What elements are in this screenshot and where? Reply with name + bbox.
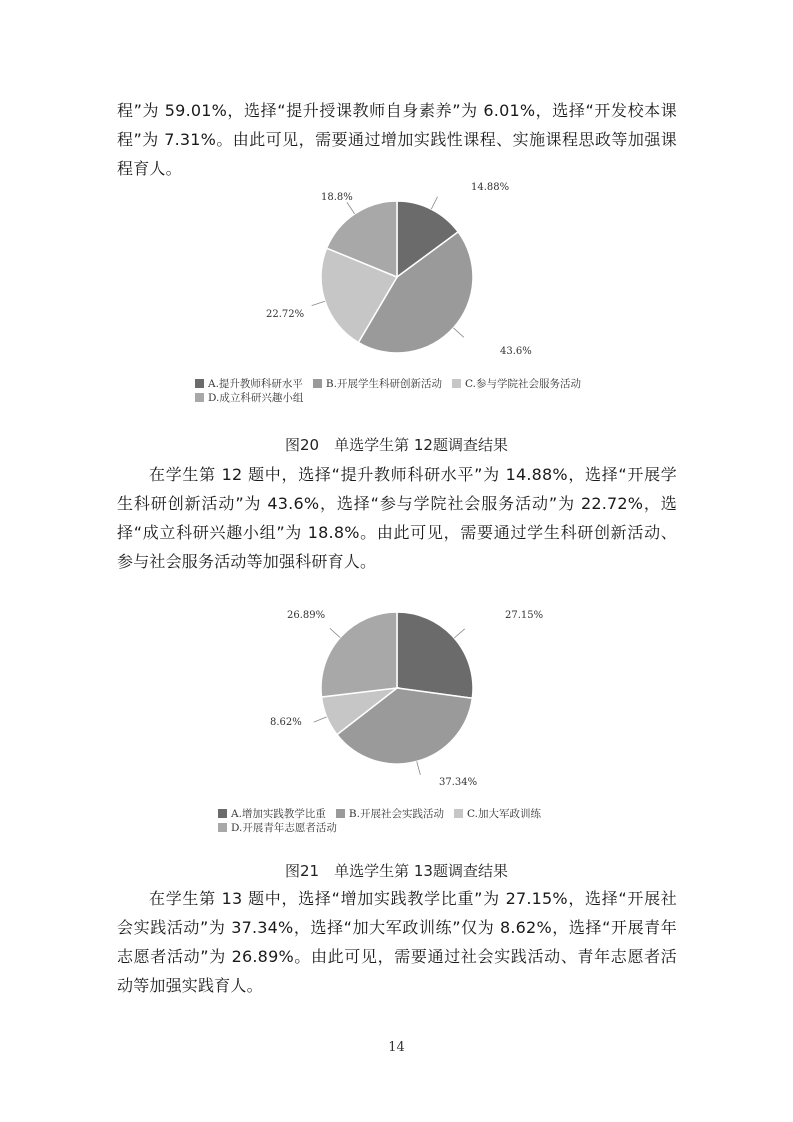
leader-line-a <box>431 197 437 209</box>
data-label-c: 8.62% <box>270 717 302 728</box>
data-label-c: 22.72% <box>266 309 305 320</box>
legend-item-c <box>454 806 541 821</box>
legend-swatch-d <box>218 823 227 832</box>
legend-label-c: C.加大军政训练 <box>466 807 541 820</box>
data-label-d: 26.89% <box>287 610 326 621</box>
legend-swatch-a <box>218 809 227 818</box>
legend-label-a: A.提升教师科研水平 <box>208 377 303 390</box>
data-label-b: 43.6% <box>500 346 532 357</box>
pie-chart-12 <box>190 178 610 368</box>
legend-swatch-d <box>195 393 204 402</box>
leader-line-d <box>347 202 355 214</box>
legend-swatch-b <box>336 809 345 818</box>
legend-item-a <box>218 806 326 821</box>
legend-label-b: B.开展社会实践活动 <box>348 807 444 820</box>
leader-line-b <box>417 761 421 775</box>
legend-item-b <box>313 376 442 391</box>
paragraph-1: 程”为 59.01%，选择“提升授课教师自身素养”为 6.01%，选择“开发校本课程”为 7.31%。由此可见，需要通过增加实践性课程、实施课程思政等加强课程育人。 <box>117 101 677 178</box>
leader-line-c <box>314 717 327 722</box>
legend-label-d: D.成立科研兴趣小组 <box>208 391 304 404</box>
figure-21 <box>190 598 610 838</box>
figure-20 <box>190 178 610 410</box>
legend-item-d <box>218 820 337 835</box>
legend-label-c: C.参与学院社会服务活动 <box>464 377 581 390</box>
figure-21-caption: 图21 单选学生第 13题调查结果 <box>285 862 508 880</box>
leader-line-a <box>454 629 465 638</box>
page-number: 14 <box>388 1040 405 1055</box>
leader-line-d <box>330 628 340 637</box>
leader-line-c <box>312 301 325 305</box>
pie-slice-a <box>397 612 473 698</box>
paragraph-2: 在学生第 12 题中，选择“提升教师科研水平”为 14.88%，选择“开展学生科研创新活动”为 43.6%，选择“参与学院社会服务活动”为 22.72%，选择“成立科研兴趣小组”为 18.8%。由此可见，需要通过学生科研创新活动、参与社会服务活动等加强科研育人。 <box>117 465 677 571</box>
legend-item-a <box>195 376 303 391</box>
legend-swatch-a <box>195 379 204 388</box>
data-label-d: 18.8% <box>321 192 353 203</box>
legend-label-b: B.开展学生科研创新活动 <box>325 377 442 390</box>
legend-swatch-b <box>313 379 322 388</box>
data-label-a: 14.88% <box>471 182 510 193</box>
pie-chart-13 <box>190 598 610 794</box>
legend-swatch-c <box>452 379 461 388</box>
figure-20-caption: 图20 单选学生第 12题调查结果 <box>285 436 508 454</box>
legend-item-c <box>452 376 581 391</box>
legend-item-d <box>195 390 303 405</box>
leader-line-b <box>453 328 463 337</box>
legend-label-d: D.开展青年志愿者活动 <box>231 821 337 834</box>
data-label-a: 27.15% <box>505 610 544 621</box>
pie-slice-d <box>321 612 397 697</box>
legend-item-b <box>336 806 444 821</box>
legend-13 <box>218 806 551 834</box>
legend-swatch-c <box>454 809 463 818</box>
paragraph-3: 在学生第 13 题中，选择“增加实践教学比重”为 27.15%，选择“开展社会实践活动”为 37.34%，选择“加大军政训练”仅为 8.62%，选择“开展青年志愿者活动”为 26.89%。由此可见，需要通过社会实践活动、青年志愿者活动等加强实践育人。 <box>117 889 677 995</box>
legend-label-a: A.增加实践教学比重 <box>231 807 326 820</box>
data-label-b: 37.34% <box>439 777 478 788</box>
legend-12 <box>195 376 591 404</box>
